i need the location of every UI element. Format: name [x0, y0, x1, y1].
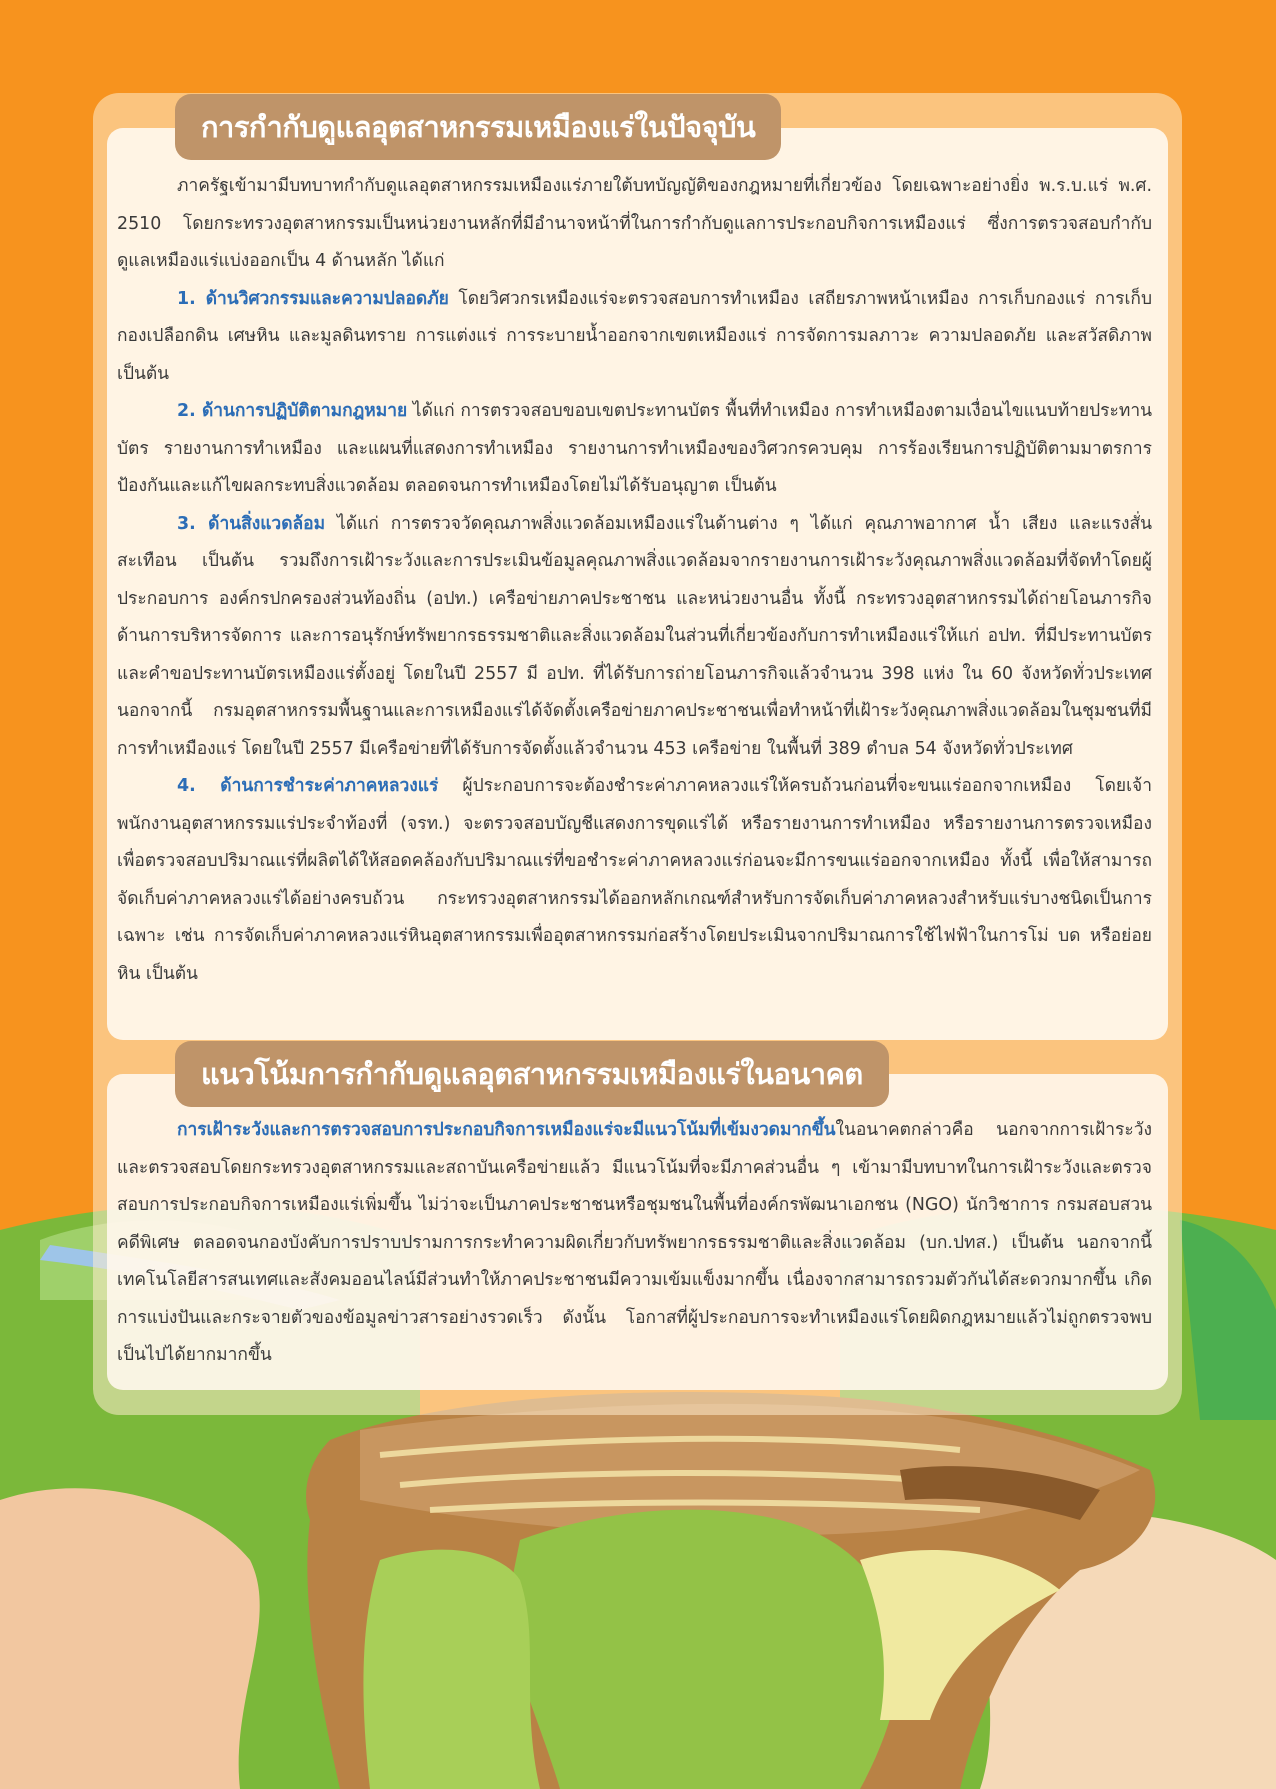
section-heading-future: แนวโน้มการกำกับดูแลอุตสาหกรรมเหมืองแร่ในอนาคต — [175, 1041, 889, 1107]
future-paragraph — [117, 1112, 1152, 1375]
item-text: ได้แก่ การตรวจสอบขอบเขตประทานบัตร พื้นที่ทำเหมือง การทำเหมืองตามเงื่อนไขแนบท้ายประทานบัตร รายงานการทำเหมือง และแผนที่แสดงการทำเหมือง รายงานการทำเหมืองของวิศวกรควบคุม การร้องเรียนการปฏิบัติตามมาตรการป้องกันและแก้ไขผลกระทบสิ่งแวดล้อม ตลอดจนการทำเหมืองโดยไม่ได้รับอนุญาต เป็นต้น — [117, 401, 1152, 496]
future-text: ในอนาคตกล่าวคือ นอกจากการเฝ้าระวังและตรวจสอบโดยกระทรวงอุตสาหกรรมและสถาบันเครือข่ายแล้ว มีแนวโน้มที่จะมีภาคส่วนอื่น ๆ เข้ามามีบทบาทในการเฝ้าระวังและตรวจสอบการประกอบกิจการเหมืองแร่เพิ่มขึ้น ไม่ว่าจะเป็นภาคประชาชนหรือชุมชนในพื้นที่องค์กรพัฒนาเอกชน (NGO) นักวิชาการ กรมสอบสวนคดีพิเศษ ตลอดจนกองบังคับการปราบปรามการกระทำความผิดเกี่ยวกับทรัพยากรธรรมชาติและสิ่งแวดล้อม (บก.ปทส.) เป็นต้น นอกจากนี้ เทคโนโลยีสารสนเทศและสังคมออนไลน์มีส่วนทำให้ภาคประชาชนมีความเข้มแข็งมากขึ้น เนื่องจากสามารถรวมตัวกันได้สะดวกมากขึ้น เกิดการแบ่งปันและกระจายตัวของข้อมูลข่าวสารอย่างรวดเร็ว ดังนั้น โอกาสที่ผู้ประกอบการจะทำเหมืองแร่โดยผิดกฎหมายแล้วไม่ถูกตรวจพบเป็นไปได้ยากมากขึ้น — [117, 1120, 1152, 1365]
future-trend-body — [117, 1112, 1152, 1375]
item-title: 1. ด้านวิศวกรรมและความปลอดภัย — [177, 288, 449, 309]
item-royalty — [117, 768, 1152, 993]
item-text: โดยวิศวกรเหมืองแร่จะตรวจสอบการทำเหมือง เสถียรภาพหน้าเหมือง การเก็บกองแร่ การเก็บกองเปลือกดิน เศษหิน และมูลดินทราย การแต่งแร่ การระบายน้ำออกจากเขตเหมืองแร่ การจัดการมลภาวะ ความปลอดภัย และสวัสดิภาพ เป็นต้น — [117, 288, 1153, 384]
item-title: 3. ด้านสิ่งแวดล้อม — [177, 513, 326, 534]
item-text: ได้แก่ การตรวจวัดคุณภาพสิ่งแวดล้อมเหมืองแร่ในด้านต่าง ๆ ได้แก่ คุณภาพอากาศ น้ำ เสียง และแรงสั่นสะเทือน เป็นต้น รวมถึงการเฝ้าระวังและการประเมินข้อมูลคุณภาพสิ่งแวดล้อมจากรายงานการเฝ้าระวังคุณภาพสิ่งแวดล้อมที่จัดทำโดยผู้ประกอบการ องค์กรปกครองส่วนท้องถิ่น (อปท.) เครือข่ายภาคประชาชน และหน่วยงานอื่น ทั้งนี้ กระทรวงอุตสาหกรรมได้ถ่ายโอนภารกิจด้านการบริหารจัดการ และการอนุรักษ์ทรัพยากรธรรมชาติและสิ่งแวดล้อมในส่วนที่เกี่ยวข้องกับการทำเหมืองแร่ให้แก่ อปท. ที่มีประทานบัตรและคำขอประทานบัตรเหมืองแร่ตั้งอยู่ โดยในปี 2557 มี อปท. ที่ได้รับการถ่ายโอนภารกิจแล้วจำนวน 398 แห่ง ใน 60 จังหวัดทั่วประเทศ นอกจากนี้ กรมอุตสาหกรรมพื้นฐานและการเหมืองแร่ได้จัดตั้งเครือข่ายภาคประชาชนเพื่อทำหน้าที่เฝ้าระวังคุณภาพสิ่งแวดล้อมในชุมชนที่มีการทำเหมืองแร่ โดยในปี 2557 มีเครือข่ายที่ได้รับการจัดตั้งแล้วจำนวน 453 เครือข่าย ในพื้นที่ 389 ตำบล 54 จังหวัดทั่วประเทศ — [117, 513, 1152, 759]
item-title: 2. ด้านการปฏิบัติตามกฎหมาย — [177, 401, 408, 421]
intro-paragraph: ภาครัฐเข้ามามีบทบาทกำกับดูแลอุตสาหกรรมเหมืองแร่ภายใต้บทบัญญัติของกฎหมายที่เกี่ยวข้อง โดยเฉพาะอย่างยิ่ง พ.ร.บ.แร่ พ.ศ. 2510 โดยกระทรวงอุตสาหกรรมเป็นหน่วยงานหลักที่มีอำนาจหน้าที่ในการกำกับดูแลการประกอบกิจการเหมืองแร่ ซึ่งการตรวจสอบกำกับดูแลเหมืองแร่แบ่งออกเป็น 4 ด้านหลัก ได้แก่ — [117, 176, 1152, 271]
future-lead: การเฝ้าระวังและการตรวจสอบการประกอบกิจการเหมืองแร่จะมีแนวโน้มที่เข้มงวดมากขึ้น — [177, 1120, 836, 1140]
item-legal — [117, 393, 1152, 506]
item-title: 4. ด้านการชำระค่าภาคหลวงแร่ — [177, 776, 439, 796]
current-regulation-body — [117, 168, 1152, 993]
section-heading-current: การกำกับดูแลอุตสาหกรรมเหมืองแร่ในปัจจุบัน — [175, 94, 781, 160]
item-text: ผู้ประกอบการจะต้องชำระค่าภาคหลวงแร่ให้ครบถ้วนก่อนที่จะขนแร่ออกจากเหมือง โดยเจ้าพนักงานอุตสาหกรรมแร่ประจำท้องที่ (จรท.) จะตรวจสอบบัญชีแสดงการขุดแร่ได้ หรือรายงานการทำเหมือง หรือรายงานการตรวจเหมือง เพื่อตรวจสอบปริมาณแร่ที่ผลิตได้ให้สอดคล้องกับปริมาณแร่ที่ขอชำระค่าภาคหลวงแร่ก่อนจะมีการขนแร่ออกจากเหมือง ทั้งนี้ เพื่อให้สามารถจัดเก็บค่าภาคหลวงแร่ได้อย่างครบถ้วน กระทรวงอุตสาหกรรมได้ออกหลักเกณฑ์สำหรับการจัดเก็บค่าภาคหลวงสำหรับแร่บางชนิดเป็นการเฉพาะ เช่น การจัดเก็บค่าภาคหลวงแร่หินอุตสาหกรรมเพื่ออุตสาหกรรมก่อสร้างโดยประเมินจากปริมาณการใช้ไฟฟ้าในการโม่ บด หรือย่อยหิน เป็นต้น — [117, 776, 1152, 984]
item-environment — [117, 506, 1152, 769]
item-engineering — [117, 281, 1152, 394]
